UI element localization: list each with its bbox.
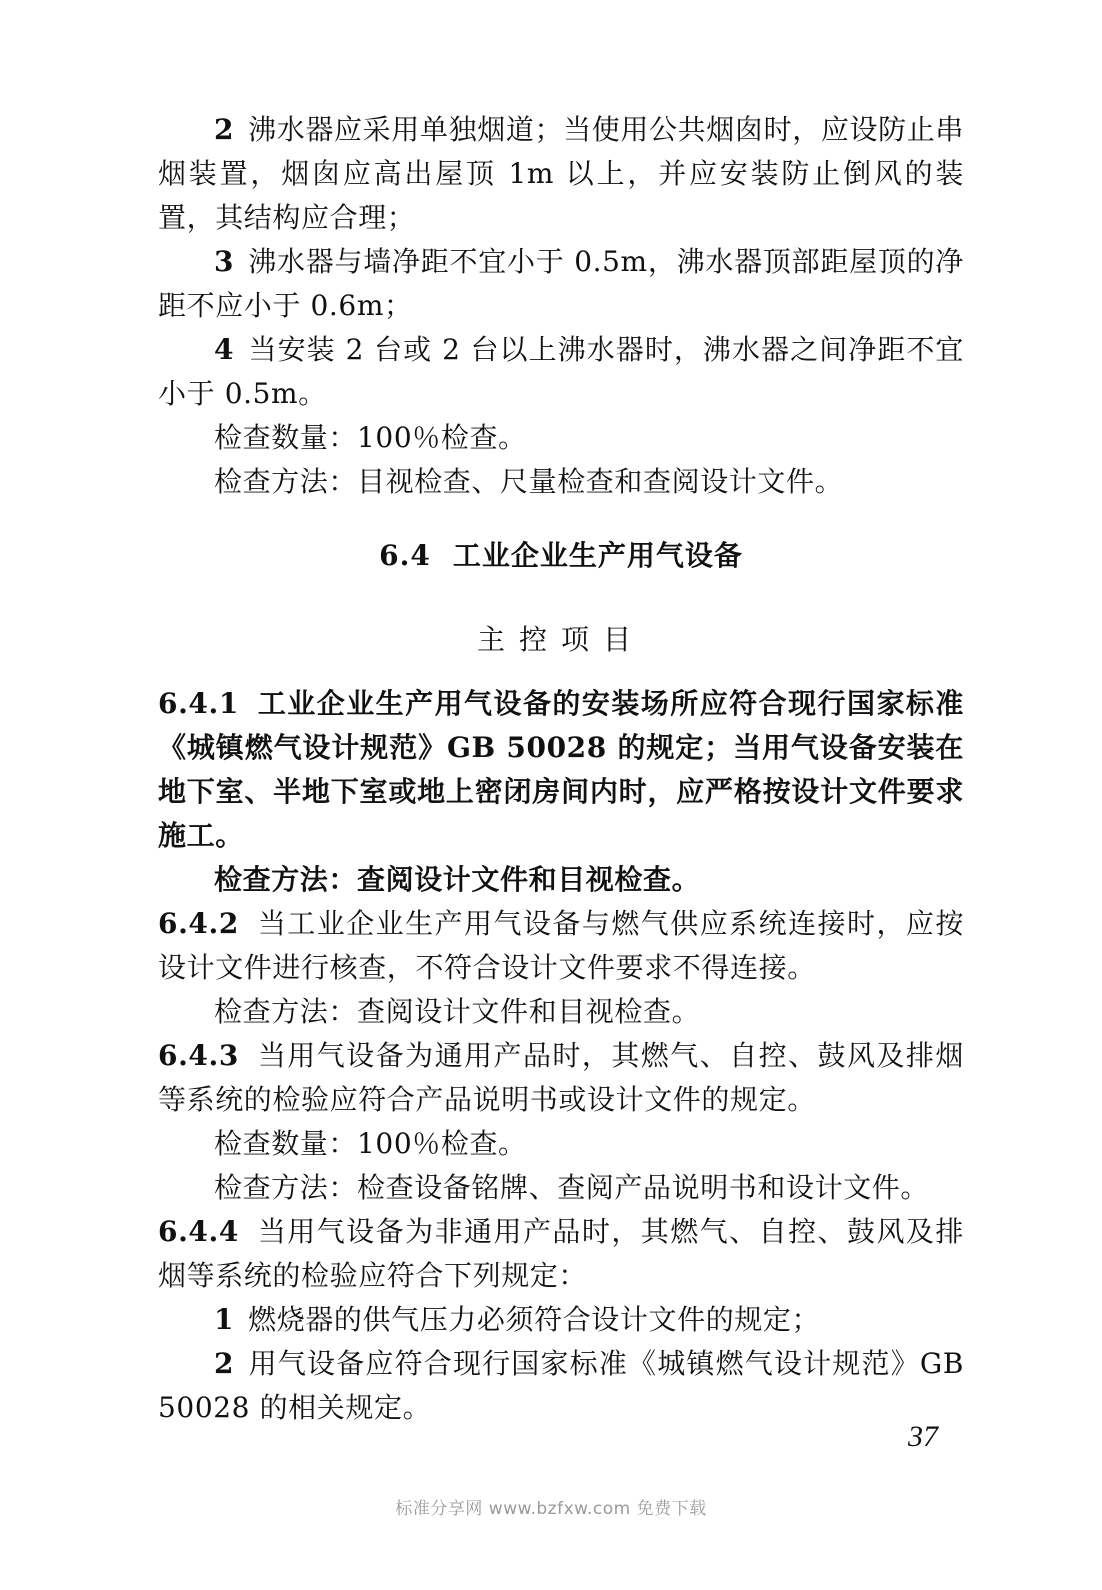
item-text: 沸水器应采用单独烟道；当使用公共烟囱时，应设防止串烟装置，烟囱应高出屋顶 1m 以上，并应安装防止倒风的装置，其结构应合理； bbox=[158, 113, 964, 234]
list-item bbox=[158, 1298, 964, 1342]
clause-6-4-1 bbox=[158, 682, 964, 858]
clause-text: 当用气设备为通用产品时，其燃气、自控、鼓风及排烟等系统的检验应符合产品说明书或设计文件的规定。 bbox=[158, 1039, 964, 1116]
check-method: 检查方法：检查设备铭牌、查阅产品说明书和设计文件。 bbox=[214, 1171, 930, 1204]
clause-text: 当用气设备为非通用产品时，其燃气、自控、鼓风及排烟等系统的检验应符合下列规定： bbox=[158, 1215, 964, 1292]
check-method: 检查方法：目视检查、尺量检查和查阅设计文件。 bbox=[214, 465, 844, 498]
list-item bbox=[158, 108, 964, 240]
clause-number: 6.4.3 bbox=[158, 1039, 239, 1072]
item-text: 沸水器与墙净距不宜小于 0.5m，沸水器顶部距屋顶的净距不应小于 0.6m； bbox=[158, 245, 964, 322]
clause-6-4-4 bbox=[158, 1210, 964, 1298]
watermark-text: 标准分享网 www.bzfxw.com 免费下载 bbox=[395, 1499, 707, 1519]
page-number: 37 bbox=[908, 1420, 938, 1453]
item-number: 3 bbox=[214, 245, 235, 278]
item-number: 4 bbox=[214, 333, 235, 366]
item-number: 2 bbox=[214, 1347, 235, 1380]
item-number: 2 bbox=[214, 113, 235, 146]
clause-number: 6.4.4 bbox=[158, 1215, 239, 1248]
section-number: 6.4 bbox=[379, 539, 431, 572]
check-quantity: 检查数量：100％检查。 bbox=[214, 421, 527, 454]
clause-6-4-3 bbox=[158, 1034, 964, 1122]
check-method: 检查方法：查阅设计文件和目视检查。 bbox=[214, 995, 701, 1028]
item-text: 燃烧器的供气压力必须符合设计文件的规定； bbox=[248, 1303, 821, 1336]
section-title: 工业企业生产用气设备 bbox=[452, 539, 743, 572]
list-item bbox=[158, 328, 964, 416]
list-item bbox=[158, 1342, 964, 1430]
check-quantity: 检查数量：100％检查。 bbox=[214, 1127, 527, 1160]
clause-number: 6.4.1 bbox=[158, 687, 239, 720]
page-content bbox=[158, 108, 964, 1430]
item-text: 当安装 2 台或 2 台以上沸水器时，沸水器之间净距不宜小于 0.5m。 bbox=[158, 333, 964, 410]
check-method: 检查方法：查阅设计文件和目视检查。 bbox=[214, 863, 701, 896]
clause-number: 6.4.2 bbox=[158, 907, 239, 940]
subheading: 主控项目 bbox=[476, 623, 645, 656]
clause-text: 当工业企业生产用气设备与燃气供应系统连接时，应按设计文件进行核查，不符合设计文件要求不得连接。 bbox=[158, 907, 964, 984]
item-number: 1 bbox=[214, 1303, 235, 1336]
clause-6-4-2 bbox=[158, 902, 964, 990]
clause-text: 工业企业生产用气设备的安装场所应符合现行国家标准《城镇燃气设计规范》GB 50028 的规定；当用气设备安装在地下室、半地下室或地上密闭房间内时，应严格按设计文件要求施工。 bbox=[158, 687, 964, 852]
list-item bbox=[158, 240, 964, 328]
section-heading bbox=[158, 534, 964, 578]
item-text: 用气设备应符合现行国家标准《城镇燃气设计规范》GB 50028 的相关规定。 bbox=[158, 1347, 964, 1424]
